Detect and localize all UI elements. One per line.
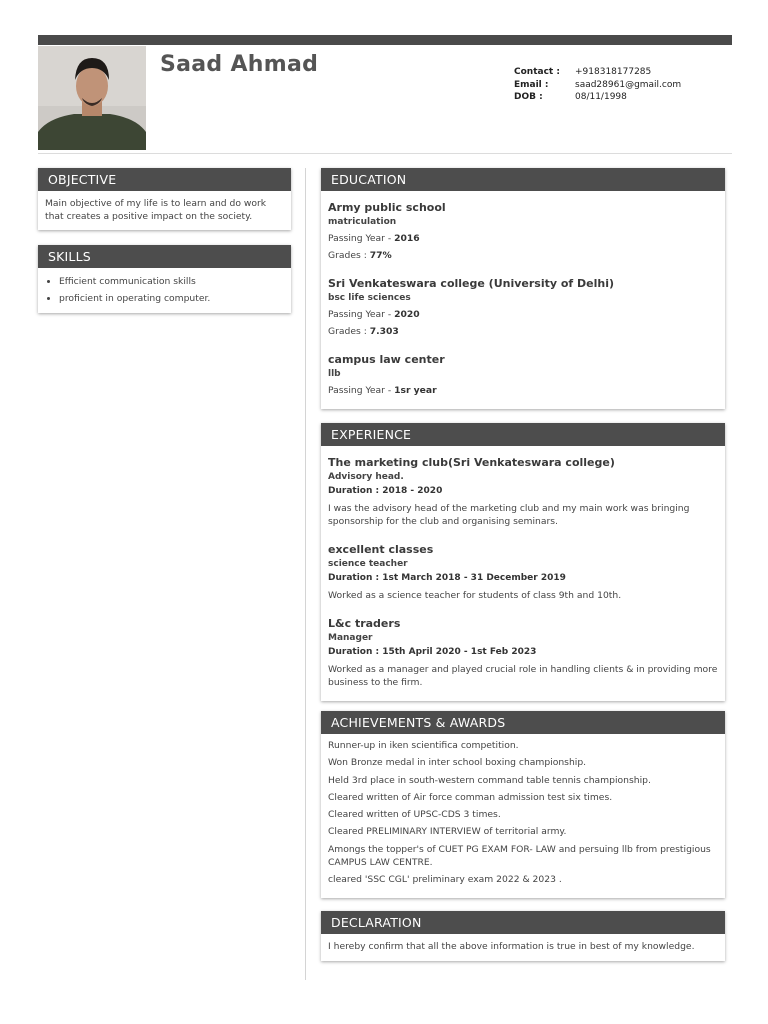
achievement-item: Cleared written of UPSC-CDS 3 times. <box>328 809 501 821</box>
grades-value: 77% <box>369 250 392 261</box>
passing-year: 2020 <box>394 309 420 320</box>
email-label: Email : <box>514 79 549 90</box>
duration-value: 2018 - 2020 <box>382 486 443 496</box>
skills-heading: SKILLS <box>38 245 291 268</box>
header-bar <box>38 35 732 45</box>
passing-year: 1sr year <box>394 385 437 396</box>
education-degree: llb <box>328 369 341 379</box>
achievement-item: Cleared PRELIMINARY INTERVIEW of territorial army. <box>328 826 567 838</box>
education-degree: bsc life sciences <box>328 293 411 303</box>
dob-value: 08/11/1998 <box>575 92 627 102</box>
duration-label: Duration : <box>328 647 383 657</box>
achievement-item: Amongs the topper's of CUET PG EXAM FOR- LAW and persuing llb from prestigious CAMPUS LAW CENTRE. <box>328 843 711 868</box>
achievement-item: Held 3rd place in south-western command table tennis championship. <box>328 774 651 786</box>
skills-section <box>38 245 291 313</box>
achievements-heading: ACHIEVEMENTS & AWARDS <box>321 711 725 734</box>
skills-list <box>45 275 284 305</box>
experience-title: excellent classes <box>328 543 434 556</box>
experience-section <box>321 423 725 701</box>
education-heading: EDUCATION <box>321 168 725 191</box>
dob-label: DOB : <box>514 92 543 102</box>
grades-label: Grades : <box>328 250 370 261</box>
achievements-section <box>321 711 725 898</box>
duration-value: 1st March 2018 - 31 December 2019 <box>382 573 566 583</box>
education-degree: matriculation <box>328 217 397 227</box>
experience-description: Worked as a manager and played crucial role in handling clients & in providing more business to the firm. <box>328 664 718 688</box>
experience-description: Worked as a science teacher for students of class 9th and 10th. <box>328 590 622 601</box>
declaration-text: I hereby confirm that all the above information is true in best of my knowledge. <box>328 941 695 952</box>
objective-text: Main objective of my life is to learn and do work that creates a positive impact on the society. <box>45 198 267 222</box>
header-divider <box>38 153 732 154</box>
experience-title: The marketing club(Sri Venkateswara college) <box>328 456 615 469</box>
education-title: campus law center <box>328 353 445 366</box>
passing-label: Passing Year - <box>328 233 395 244</box>
experience-description: I was the advisory head of the marketing club and my main work was bringing sponsorship for the club and organising seminars. <box>328 503 690 527</box>
experience-heading: EXPERIENCE <box>321 423 725 446</box>
grades-label: Grades : <box>328 326 370 337</box>
duration-label: Duration : <box>328 486 383 496</box>
grades-value: 7.303 <box>369 326 399 337</box>
achievement-item: Cleared written of Air force comman admission test six times. <box>328 791 613 803</box>
achievement-item: Runner-up in iken scientifica competition. <box>328 740 519 751</box>
declaration-heading: DECLARATION <box>321 911 725 934</box>
experience-role: Manager <box>328 633 373 643</box>
objective-heading: OBJECTIVE <box>38 168 291 191</box>
contact-value: +918318177285 <box>575 67 652 77</box>
achievement-item: cleared 'SSC CGL' preliminary exam 2022 & 2023 . <box>328 874 562 886</box>
email-value: saad28961@gmail.com <box>575 79 682 90</box>
education-title: Sri Venkateswara college (University of Delhi) <box>328 277 615 290</box>
declaration-section <box>321 911 725 961</box>
experience-role: science teacher <box>328 559 408 569</box>
objective-section <box>38 168 291 230</box>
skill-item: • proficient in operating computer. <box>59 292 284 305</box>
passing-year: 2016 <box>394 233 420 244</box>
experience-role: Advisory head. <box>328 472 404 482</box>
column-divider <box>305 168 306 980</box>
achievement-item: Won Bronze medal in inter school boxing championship. <box>328 757 587 769</box>
experience-title: L&c traders <box>328 617 401 630</box>
skill-item: • Efficient communication skills <box>59 275 284 288</box>
education-title: Army public school <box>328 201 446 214</box>
contact-label: Contact : <box>514 67 560 77</box>
passing-label: Passing Year - <box>328 385 395 396</box>
duration-label: Duration : <box>328 573 383 583</box>
education-section <box>321 168 725 409</box>
profile-photo <box>38 46 146 150</box>
passing-label: Passing Year - <box>328 309 395 320</box>
candidate-name: Saad Ahmad <box>160 52 319 77</box>
duration-value: 15th April 2020 - 1st Feb 2023 <box>382 647 537 657</box>
contact-block <box>514 66 681 104</box>
